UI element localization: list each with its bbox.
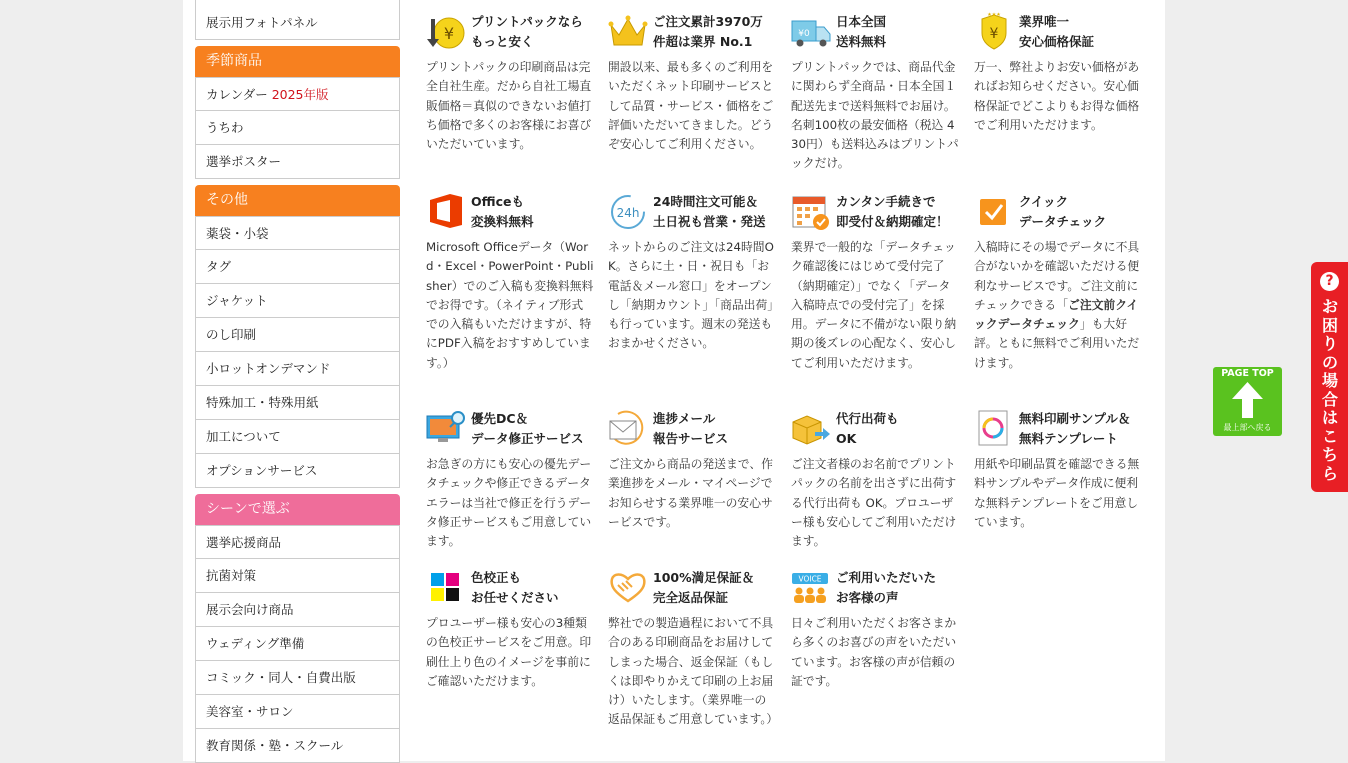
svg-text:¥: ¥ <box>443 24 455 43</box>
sidebar-item-label: タグ <box>206 259 232 274</box>
svg-text:★★★: ★★★ <box>987 12 1001 18</box>
feature-title-line: Officeも <box>471 194 524 209</box>
question-icon: ? <box>1320 272 1339 291</box>
feature-title-line: 即受付＆納期確定！ <box>836 214 949 229</box>
feature-title-line: 日本全国 <box>836 14 887 29</box>
feature-title-line: 土日祝も営業・発送 <box>653 214 766 229</box>
clock-24h-icon <box>608 191 648 231</box>
feature-free-shipping <box>791 8 959 174</box>
voice-people-icon <box>791 567 831 607</box>
sidebar-item-election-poster[interactable] <box>195 145 400 179</box>
feature-description: ネットからのご注文は24時間OK。さらに土・日・祝日も「お電話＆メール窓口」をオープンし「納期カウント」「商品出荷」も行っています。週末の発送もおまかせください。 <box>608 240 774 351</box>
sidebar-item-education[interactable] <box>195 729 400 763</box>
help-tab[interactable] <box>1311 262 1348 492</box>
feature-office <box>426 188 594 373</box>
sidebar-heading-scene: シーンで選ぶ <box>195 494 400 525</box>
feature-description: Microsoft Officeデータ（Word・Excel・PowerPoint・Publisher）でのご入稿も変換料無料でお得です。（ネイティブ形式での入稿もいただけますが、特にPDF入稿をおすすめしています。） <box>426 240 594 370</box>
feature-title-line: 完全返品保証 <box>653 590 729 605</box>
feature-description: お急ぎの方にも安心の優先データチェックや修正できるデータエラーは当社で修正を行うデータ修正サービスもご用意しています。 <box>426 457 592 549</box>
feature-title-line: カンタン手続きで <box>836 194 936 209</box>
feature-title-line: 優先DC＆ <box>471 411 529 426</box>
feature-instant-accept <box>791 188 959 373</box>
monitor-search-icon <box>426 408 466 448</box>
arrow-up-icon <box>1231 381 1264 419</box>
feature-color-proof <box>426 564 594 691</box>
feature-priority-dc <box>426 405 594 551</box>
sidebar-item-comic[interactable] <box>195 661 400 695</box>
feature-description: プリントパックでは、商品代金に関わらず全商品・日本全国１配送先まで送料無料でお届け。名刺100枚の最安価格（税込 430円）も送料込みはプリントパックだけ。 <box>791 60 959 171</box>
yen-arrow-icon <box>426 11 466 51</box>
clock-24h-text: 24h <box>616 206 640 220</box>
svg-text:¥: ¥ <box>989 26 999 42</box>
feature-title-line: 無料テンプレート <box>1019 431 1118 446</box>
page-top-label: PAGE TOP <box>1221 368 1274 379</box>
feature-title-line: データ修正サービス <box>471 431 584 446</box>
feature-description: 開設以来、最も多くのご利用をいただくネット印刷サービスとして品質・サービス・価格をご評価いただいてきました。どうぞ安心してご利用ください。 <box>608 60 774 152</box>
sidebar-item-options[interactable] <box>195 454 400 488</box>
sidebar-item-wedding[interactable] <box>195 627 400 661</box>
feature-description: プロユーザー様も安心の3種類の色校正サービスをご用意。印刷仕上り色のイメージを事前にご確認いただけます。 <box>426 616 592 688</box>
feature-title-line: ご注文累計3970万 <box>653 14 763 29</box>
sidebar-item-noshi[interactable] <box>195 318 400 352</box>
crown-icon <box>608 11 648 51</box>
sidebar-item-label: 展示会向け商品 <box>206 602 294 617</box>
calendar-check-icon <box>791 191 831 231</box>
checkbox-icon <box>974 191 1014 231</box>
feature-text-part: 」も大好評。ともに無料でご利用いただけます。 <box>974 317 1140 370</box>
sidebar-item-exhibition[interactable] <box>195 593 400 627</box>
sidebar-item-election-support[interactable] <box>195 525 400 559</box>
handshake-icon <box>608 567 648 607</box>
feature-title-line: もっと安く <box>471 34 534 49</box>
quick-check-link[interactable]: ご注文前クイックデータチェック <box>974 297 1139 332</box>
feature-price-guarantee <box>974 8 1142 135</box>
sidebar-item-label: オプションサービス <box>206 463 318 478</box>
feature-description: ご注文者様のお名前でプリントパックの名前を出さずに出荷する代行出荷も OK。プロユーザー様も安心してご利用いただけます。 <box>791 457 957 549</box>
feature-free-sample <box>974 405 1142 532</box>
feature-title-line: 変換料無料 <box>471 214 534 229</box>
feature-description: 弊社での製造過程において不具合のある印刷商品をお届けしてしまった場合、返金保証（もしくは即やりかえて印刷の上お届け）いたします。（業界唯一の返品保証もご用意しています。） <box>608 616 779 727</box>
feature-title-line: クイック <box>1019 194 1069 209</box>
sidebar-item-antibacterial[interactable] <box>195 559 400 593</box>
help-label: お困りの場合はこちら <box>1321 297 1338 483</box>
sidebar-item-label: 加工について <box>206 429 281 444</box>
feature-no1 <box>608 8 776 154</box>
feature-title-line: 100%満足保証＆ <box>653 570 755 585</box>
feature-description: ご注文から商品の発送まで、作業進捗をメール・マイページでお知らせする業界唯一の安心サービスです。 <box>608 457 773 529</box>
page-top-sub: 最上部へ戻る <box>1223 423 1272 432</box>
feature-description: 万一、弊社よりお安い価格があればお知らせください。安心価格保証でどこよりもお得な価格でご利用いただけます。 <box>974 60 1140 132</box>
feature-description: 業界で一般的な「データチェック確認後にはじめて受付完了（納期確定）」でなく「データ入稿時点での受付完了」を採用。データに不備がない限り納期の後ズレの心配なく、安心してご利用いただけます。 <box>791 240 957 370</box>
feature-quick-check <box>974 188 1142 373</box>
sidebar-item-label: 美容室・サロン <box>206 704 294 719</box>
feature-title-line: お任せください <box>471 590 559 605</box>
sidebar-item-jacket[interactable] <box>195 284 400 318</box>
feature-title-line: データチェック <box>1019 214 1107 229</box>
sidebar-item-label: 小ロットオンデマンド <box>206 361 331 376</box>
sidebar-item-label: のし印刷 <box>206 327 257 342</box>
feature-text-part: 入稿時にその場でデータに不具合がないかを確認いただける便利なサービスです。ご注文前にチェックできる「 <box>974 240 1140 312</box>
sidebar-item-salon[interactable] <box>195 695 400 729</box>
sidebar-item-label: 薬袋・小袋 <box>206 226 269 241</box>
svg-text:¥0: ¥0 <box>798 29 810 39</box>
sidebar-item-label: 展示用フォトパネル <box>206 15 318 30</box>
sidebar-heading-other: その他 <box>195 185 400 216</box>
sample-icon <box>974 408 1014 448</box>
sidebar-item-label: 特殊加工・特殊用紙 <box>206 395 319 410</box>
feature-satisfaction <box>608 564 779 730</box>
feature-title-line: 代行出荷も <box>836 411 899 426</box>
feature-title-line: 業界唯一 <box>1019 14 1070 29</box>
feature-title-line: お客様の声 <box>836 590 899 605</box>
yen-shield-icon <box>974 11 1014 51</box>
feature-title-line: ご利用いただいた <box>836 570 937 585</box>
voice-badge-text: VOICE <box>798 574 822 584</box>
cmyk-icon <box>426 567 466 607</box>
sidebar-item-label: カレンダー <box>206 87 268 102</box>
mail-icon <box>608 408 648 448</box>
sidebar-item-tag[interactable] <box>195 250 400 284</box>
feature-description: 日々ご利用いただくお客さまから多くのお喜びの声をいただいています。お客様の声が信頼の証です。 <box>791 616 957 688</box>
feature-title-line: 安心価格保証 <box>1019 34 1095 49</box>
page-top-button[interactable] <box>1213 367 1282 436</box>
feature-cheaper <box>426 8 594 154</box>
calendar-year-badge: 2025年版 <box>271 87 329 102</box>
feature-24h <box>608 188 776 354</box>
sidebar-item-label: 選挙応援商品 <box>206 535 282 550</box>
feature-title-line: 進捗メール <box>653 411 716 426</box>
sidebar <box>195 0 400 763</box>
sidebar-heading-seasonal: 季節商品 <box>195 46 400 77</box>
sidebar-item-medicine-bag[interactable] <box>195 216 400 250</box>
feature-title-line: プリントパックなら <box>471 14 583 29</box>
sidebar-item-label: うちわ <box>206 120 244 135</box>
feature-title-line: OK <box>836 431 857 446</box>
sidebar-item-special-finish[interactable] <box>195 386 400 420</box>
sidebar-item-label: 教育関係・塾・スクール <box>206 738 344 753</box>
feature-description <box>974 238 1142 373</box>
truck-icon <box>791 11 831 51</box>
sidebar-item-label: 抗菌対策 <box>206 568 257 583</box>
office-icon <box>426 191 466 231</box>
sidebar-item-label: コミック・同人・自費出版 <box>206 670 356 685</box>
feature-title-line: 色校正も <box>471 570 522 585</box>
feature-progress-mail <box>608 405 776 532</box>
feature-title-line: 24時間注文可能＆ <box>653 194 758 209</box>
feature-proxy-shipping <box>791 405 959 551</box>
feature-description: 用紙や印刷品質を確認できる無料サンプルやデータ作成に便利な無料テンプレートをご用意しています。 <box>974 457 1140 529</box>
feature-customer-voice <box>791 564 959 691</box>
sidebar-item-label: 選挙ポスター <box>206 154 282 169</box>
sidebar-item-uchiwa[interactable] <box>195 111 400 145</box>
sidebar-item-processing[interactable] <box>195 420 400 454</box>
feature-title-line: 送料無料 <box>836 34 887 49</box>
sidebar-item-calendar[interactable] <box>195 77 400 111</box>
feature-title-line: 無料印刷サンプル＆ <box>1019 411 1131 426</box>
sidebar-item-label: ウェディング準備 <box>206 636 305 651</box>
feature-title-line: 件超は業界 No.1 <box>653 34 753 49</box>
sidebar-item-label: ジャケット <box>206 293 268 308</box>
box-arrow-icon <box>791 408 831 448</box>
sidebar-item-photo-panel[interactable] <box>195 0 400 40</box>
sidebar-item-small-lot[interactable] <box>195 352 400 386</box>
feature-title-line: 報告サービス <box>653 431 729 446</box>
feature-description: プリントパックの印刷商品は完全自社生産。だから自社工場直販価格＝真似のできないお値打ち価格で多くのお客様にお喜びいただいています。 <box>426 60 592 152</box>
